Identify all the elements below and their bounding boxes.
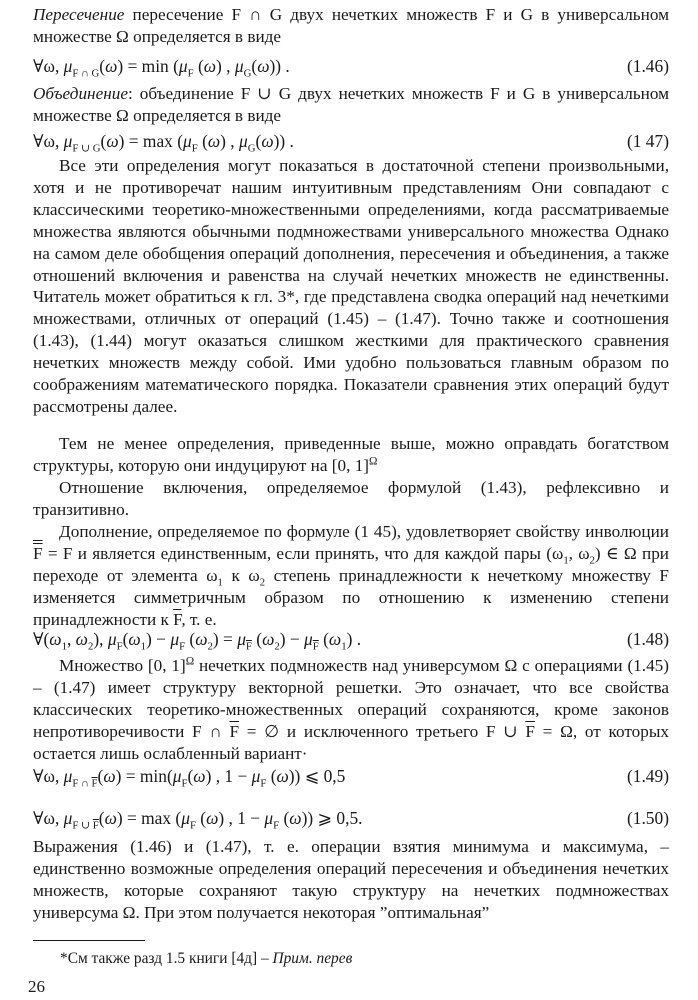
footnote-translator-note: Прим. перев bbox=[272, 950, 353, 967]
complement-text-c: , ω bbox=[568, 543, 590, 563]
equation-1-47-number: (1 47) bbox=[626, 131, 669, 151]
equation-1-48-number: (1.48) bbox=[626, 629, 669, 649]
definition-intersection-text: пересечение F ∩ G двух нечетких множеств F и G в универсальном множестве Ω определяется в виде bbox=[33, 5, 669, 46]
equation-1-47-formula: ∀ω, $\mu_{F \cup G}(\omega) = \max (\mu_F$ (ω) , $\mu_G(\omega)$) . bbox=[33, 131, 294, 155]
paragraph-min-max: Выражения (1.46) и (1.47), т. е. операции взятия минимума и максимума, – единственно возможные определения операций пересечения и объединения нечетких множеств, которые сохраняют такую структуру на нечетких подмножествах универсума Ω. При этом получается некоторая ”оптимальная” bbox=[33, 837, 669, 922]
lattice-text-b: нечетких подмножеств над универсумом Ω с операциями (1.45) – (1.47) имеет структуру векторной решетки. Это означает, что все свойства классических теоретико-множественных операций сохраняются, кроме законов непротиворечивости F ∩ bbox=[33, 656, 669, 741]
definition-intersection bbox=[33, 4, 669, 48]
equation-1-47 bbox=[33, 131, 669, 155]
footnote-divider bbox=[33, 940, 145, 941]
subscript-2: 2 bbox=[589, 555, 595, 567]
lattice-text-c: = ∅ и исключенного третьего F ∪ bbox=[239, 721, 526, 741]
equation-1-50-number: (1.50) bbox=[626, 808, 669, 828]
omega-superscript: Ω bbox=[185, 655, 195, 668]
page-number: 26 bbox=[28, 977, 45, 996]
complement-symbol: $\overline{F}$ bbox=[229, 721, 240, 741]
complement-text-d: ) ∈ Ω при переходе от элемента ω bbox=[33, 543, 669, 585]
equation-1-49 bbox=[33, 766, 669, 790]
subscript-1: 1 bbox=[563, 555, 569, 567]
equation-1-50 bbox=[33, 808, 669, 832]
equation-1-48-formula: $\forall(\omega_1$, $\omega_2$), $\mu_F(\omega_1) - \mu_F$ $(\omega_2) = \mu_{\overline{F}}$ $(\omega_2) - \mu_{\overline{F}}$ $(\omega_1)$ . bbox=[33, 629, 362, 653]
complement-symbol: $\overline{F}$ bbox=[525, 721, 535, 741]
equation-1-49-number: (1.49) bbox=[626, 766, 669, 786]
equation-1-48 bbox=[33, 629, 669, 653]
paragraph-definitions-arbitrary: Все эти определения могут показаться в достаточной степени произвольными, хотя и не противоречат нашим интуитивным представлениям Они совпадают с классическими теоретико-множественными определениями, когда рассматриваемые множества являются обычными подмножествами универсального множества Однако на самом деле обобщения операций дополнения, пересечения и объединения, а также отношений включения и равенства на случай нечетких множеств не единственны. Читатель может обратиться к гл. 3*, где представлена сводка операций над нечеткими множествами, отличных от операций (1.45) – (1.47). Точно также и соотношения (1.43), (1.44) могут оказаться слишком жесткими для практического сравнения нечетких множеств между собой. Ими удобно пользоваться главным образом по соображениям математического порядка. Показатели сравнения этих операций будут рассмотрены далее. bbox=[33, 156, 669, 416]
term-intersection: Пересечение bbox=[33, 5, 125, 24]
equation-1-46-number: (1.46) bbox=[626, 56, 669, 76]
subscript-2: 2 bbox=[259, 577, 266, 589]
paragraph-inclusion: Отношение включения, определяемое формулой (1.43), рефлексивно и транзитивно. bbox=[33, 478, 669, 519]
complement-text-e: к ω bbox=[222, 565, 260, 585]
equation-1-50-formula: ∀ω, $\mu_{F \cup \overline{F}}(\omega) = \max (\mu_F$ (ω) , $1 - \mu_F$ (ω)) ⩾ 0,5. bbox=[33, 808, 363, 832]
equation-1-46 bbox=[33, 56, 669, 80]
footnote-text: *См также разд 1.5 книги [4д] – bbox=[60, 950, 273, 967]
double-complement-symbol: F bbox=[33, 543, 43, 563]
paragraph-vector-lattice bbox=[33, 655, 669, 765]
definition-union bbox=[33, 83, 669, 127]
complement-symbol: $\overline{F}$ bbox=[173, 609, 182, 629]
paragraph-structure-text: Тем не менее определения, приведенные выше, можно оправдать богатством структуры, которую они индуцируют на [0, 1] bbox=[33, 434, 669, 475]
complement-text-b: = F и является единственным, если принять, что для каждой пары (ω bbox=[42, 543, 564, 563]
equation-1-46-formula: ∀ω, $\mu_{F \cap G}(\omega) = \min (\mu_F$ (ω) , $\mu_G(\omega)$) . bbox=[33, 56, 290, 80]
complement-text-g: , т. е. bbox=[181, 609, 217, 629]
term-union: Объединение bbox=[33, 84, 128, 103]
complement-text-a: Дополнение, определяемое по формуле (1 45), удовлетворяет свойству инволюции bbox=[59, 522, 669, 541]
subscript-1: 1 bbox=[217, 577, 223, 589]
paragraph-complement bbox=[33, 521, 669, 631]
lattice-text-d: = Ω, от которых остается лишь ослабленный вариант· bbox=[33, 721, 669, 763]
equation-1-49-formula: ∀ω, $\mu_{F \cap \overline{F}}(\omega) = \min(\mu_F(\omega)$ , $1 - \mu_F$ (ω)) ⩽ 0,5 bbox=[33, 766, 346, 790]
lattice-text-a: Множество [0, 1] bbox=[59, 656, 186, 675]
definition-union-text: : объединение F ∪ G двух нечетких множеств F и G в универсальном множестве Ω определяется в виде bbox=[33, 84, 669, 125]
complement-text-f: степень принадлежности к нечеткому множеству F изменяется симметричным образом по отношению к изменению степени принадлежности к bbox=[33, 565, 669, 629]
omega-superscript: Ω bbox=[369, 455, 378, 468]
footnote bbox=[60, 948, 352, 970]
paragraph-structure bbox=[33, 433, 669, 477]
